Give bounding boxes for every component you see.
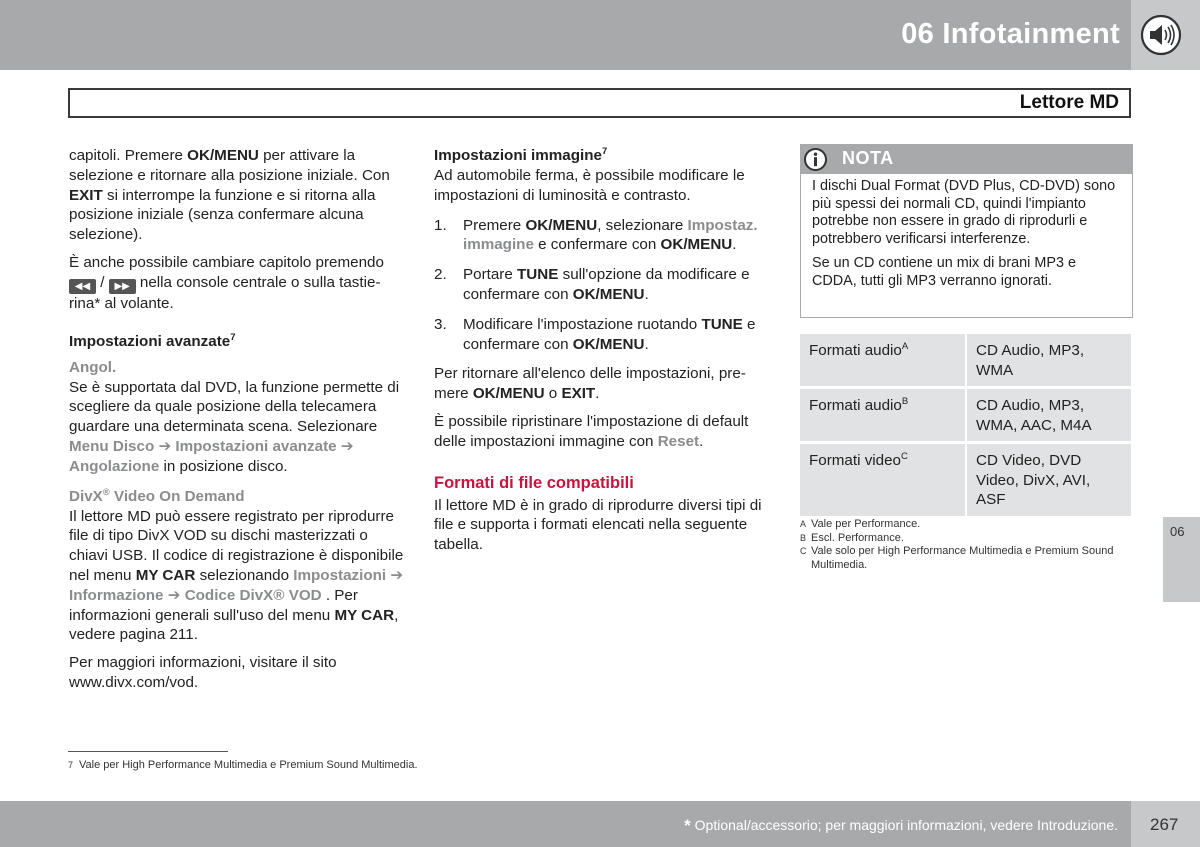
chapter-title: 06 Infotainment xyxy=(901,18,1120,50)
chapter-side-tab-label: 06 xyxy=(1170,524,1185,539)
note-body xyxy=(812,178,1122,297)
note-title: NOTA xyxy=(842,148,894,168)
info-icon xyxy=(803,147,828,172)
table-cell-label: Formati audio$^B$ xyxy=(800,386,967,441)
arrow-icon: ➔ xyxy=(386,566,404,584)
table-cell-label: Formati audio$^A$ xyxy=(800,334,967,386)
paragraph-change-chapter: È anche possibile cambiare capitolo premendo ◀◀ / ▶▶ nella console centrale o sulla tastierina* al volante. xyxy=(69,253,384,312)
paragraph-image-settings: Ad automobile ferma, è possibile modificare le impostazioni di luminosità e contrasto. xyxy=(434,167,745,204)
table-footnote: A Vale per Performance. xyxy=(800,518,921,530)
arrow-icon: ➔ xyxy=(336,437,354,455)
steps-list xyxy=(434,216,769,355)
arrow-icon: ➔ xyxy=(154,437,176,455)
note-paragraph: I dischi Dual Format (DVD Plus, CD-DVD) sono più spessi dei normali CD, quindi l'impianto potrebbe non essere in grado di riprodurli e potrebbero verificarsi interferenze. xyxy=(812,178,1116,247)
section-title: Lettore MD xyxy=(1019,92,1119,113)
next-track-icon: ▶▶ xyxy=(109,279,136,294)
heading-compatible-formats: Formati di file compatibili xyxy=(434,473,634,492)
page-number: 267 xyxy=(1150,815,1179,834)
table-footnote: C Vale solo per High Performance Multimedia e Premium Sound Multimedia. xyxy=(800,545,1114,571)
table-cell-label: Formati video$^C$ xyxy=(800,441,967,516)
table-row xyxy=(800,334,1131,386)
column-left xyxy=(69,146,404,701)
paragraph-chapters: capitoli. Premere OK/MENU per attivare la selezione e ritornare alla posizione iniziale. Con EXIT si interrompe la funzione e si ritorna alla posizione iniziale (senza confermare alcuna selezione). xyxy=(69,147,390,244)
paragraph-more-info: Per maggiori informazioni, visitare il sito www.divx.com/vod. xyxy=(69,654,337,691)
table-row xyxy=(800,386,1131,441)
heading-advanced-settings: Impostazioni avanzate$^7$ xyxy=(69,331,236,350)
formats-table xyxy=(800,334,1131,516)
paragraph-compatible-formats: Il lettore MD è in grado di riprodurre diversi tipi di file e supporta i formati elencati nella seguente tabella. xyxy=(434,496,762,554)
table-cell-value: CD Audio, MP3, WMA xyxy=(967,334,1131,386)
list-item: 1. Premere OK/MENU, selezionare Impostaz. immagine e confermare con OK/MENU. xyxy=(434,216,758,254)
list-item: 2. Portare TUNE sull'opzione da modificare e confermare con OK/MENU. xyxy=(434,266,750,303)
footnote-divider xyxy=(68,751,228,752)
list-item: 3. Modificare l'impostazione ruotando TUNE e confermare con OK/MENU. xyxy=(434,315,756,353)
section-header xyxy=(68,88,1131,118)
table-cell-value: CD Video, DVD Video, DivX, AVI, ASF xyxy=(967,441,1131,516)
note-paragraph: Se un CD contiene un mix di brani MP3 e CDDA, tutti gli MP3 verranno ignorati. xyxy=(812,255,1076,289)
paragraph-angle: Se è supportata dal DVD, la funzione permette di scegliere da quale posizione della telecamera guardare una determinata scena. Selezionare Menu Disco ➔ Impostazioni avanzate ➔ Angolazione in posizione disco. xyxy=(69,378,400,475)
paragraph-return: Per ritornare all'elenco delle impostazioni, premere OK/MENU o EXIT. xyxy=(434,365,746,403)
paragraph-reset: È possibile ripristinare l'impostazione di default delle impostazioni immagine con Reset. xyxy=(434,412,749,450)
table-row xyxy=(800,441,1131,516)
footer-note: * Optional/accessorio; per maggiori informazioni, vedere Introduzione. xyxy=(684,816,1118,835)
table-footnotes xyxy=(800,518,1130,572)
speaker-icon xyxy=(1140,14,1182,56)
table-footnote: B Escl. Performance. xyxy=(800,531,904,544)
footnote: 7 Vale per High Performance Multimedia e Premium Sound Multimedia. xyxy=(68,759,418,771)
paragraph-divx: Il lettore MD può essere registrato per riprodurre file di tipo DivX VOD su dischi masterizzati o chiavi USB. Il codice di registrazione è disponibile nel menu MY CAR selezionando Impostazioni ➔ Informazione ➔ Codice DivX® VOD . Per informazioni generali sull'uso del menu MY CAR, vedere pagina 211. xyxy=(69,507,404,644)
subheading-divx: DivX® Video On Demand xyxy=(69,486,245,505)
column-middle xyxy=(434,146,769,563)
table-cell-value: CD Audio, MP3, WMA, AAC, M4A xyxy=(967,386,1131,441)
subheading-angle: Angol. xyxy=(69,358,117,376)
arrow-icon: ➔ xyxy=(163,586,185,604)
previous-track-icon: ◀◀ xyxy=(69,279,96,294)
heading-image-settings: Impostazioni immagine$^7$ xyxy=(434,145,608,164)
